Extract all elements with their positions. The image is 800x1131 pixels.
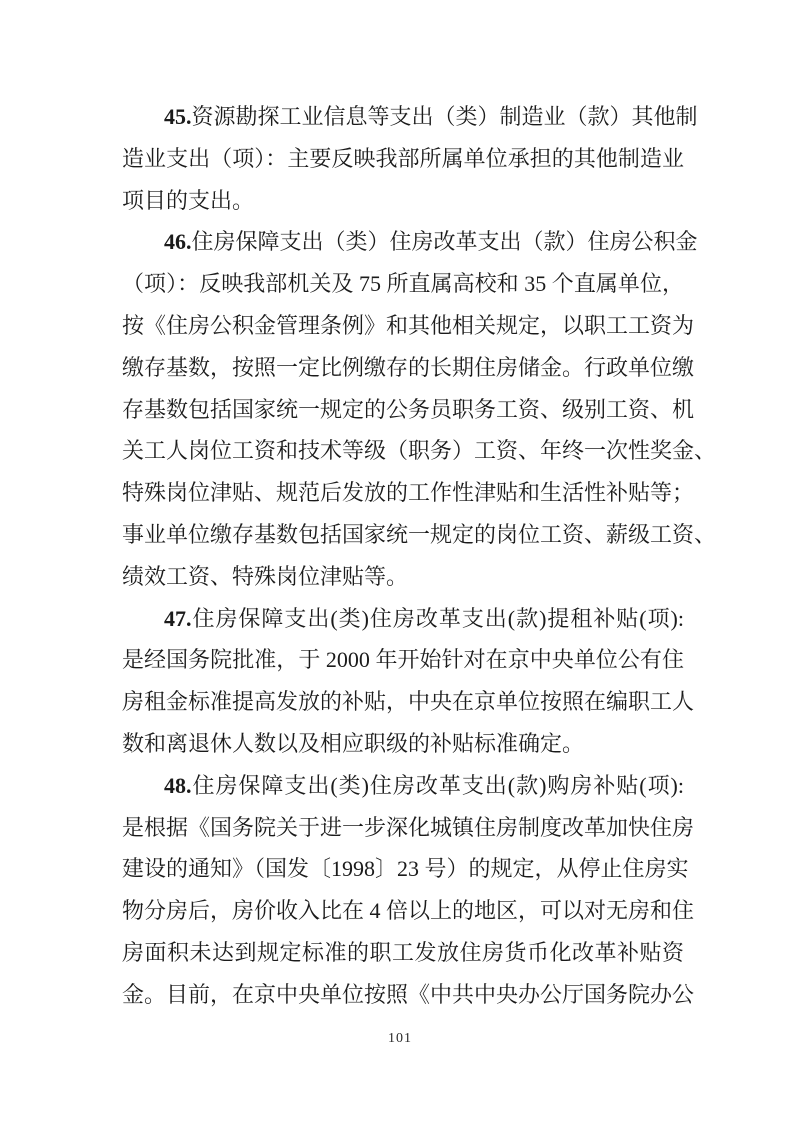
text-line: 45.资源勘探工业信息等支出（类）制造业（款）其他制 [164, 104, 698, 129]
text-line: 造业支出（项）：主要反映我部所属单位承担的其他制造业 [122, 145, 684, 171]
paragraph-number: 48. [164, 772, 192, 798]
text-line: 关工人岗位工资和技术等级（职务）工资、年终一次性奖金、 [122, 438, 717, 464]
page-number: 101 [388, 1031, 412, 1046]
text-line: 特殊岗位津贴、规范后发放的工作性津贴和生活性补贴等； [122, 480, 695, 506]
document-body [122, 96, 717, 1016]
text-line: 48.住房保障支出(类)住房改革支出(款)购房补贴(项): [164, 772, 684, 798]
text-line: 缴存基数，按照一定比例缴存的长期住房储金。行政单位缴 [122, 354, 695, 380]
paragraph-number: 47. [164, 605, 192, 631]
text-line: 事业单位缴存基数包括国家统一规定的岗位工资、薪级工资、 [122, 521, 717, 547]
paragraph-number: 45. [164, 104, 192, 129]
text-line: 47.住房保障支出(类)住房改革支出(款)提租补贴(项): [164, 605, 684, 631]
text-line: 金。目前，在京中央单位按照《中共中央办公厅国务院办公 [122, 981, 695, 1007]
text-line: 项目的支出。 [122, 187, 255, 213]
text-line: 绩效工资、特殊岗位津贴等。 [122, 563, 409, 589]
text-line: 46.住房保障支出（类）住房改革支出（款）住房公积金 [164, 229, 698, 255]
text-line: 数和离退休人数以及相应职级的补贴标准确定。 [122, 730, 585, 756]
text-line: （项）：反映我部机关及 75 所直属高校和 35 个直属单位， [122, 271, 684, 297]
text-line: 是根据《国务院关于进一步深化城镇住房制度改革加快住房 [122, 814, 695, 840]
text-line: 存基数包括国家统一规定的公务员职务工资、级别工资、机 [122, 396, 695, 422]
text-line: 房面积未达到规定标准的职工发放住房货币化改革补贴资 [122, 939, 684, 965]
text-line: 按《住房公积金管理条例》和其他相关规定，以职工工资为 [122, 312, 695, 338]
paragraph-number: 46. [164, 229, 192, 255]
text-line: 房租金标准提高发放的补贴，中央在京单位按照在编职工人 [122, 689, 695, 715]
text-line: 建设的通知》（国发〔1998〕23 号）的规定，从停止住房实 [122, 856, 689, 882]
text-line: 是经国务院批准，于 2000 年开始针对在京中央单位公有住 [122, 647, 684, 673]
text-line: 物分房后，房价收入比在 4 倍以上的地区，可以对无房和住 [122, 898, 695, 924]
